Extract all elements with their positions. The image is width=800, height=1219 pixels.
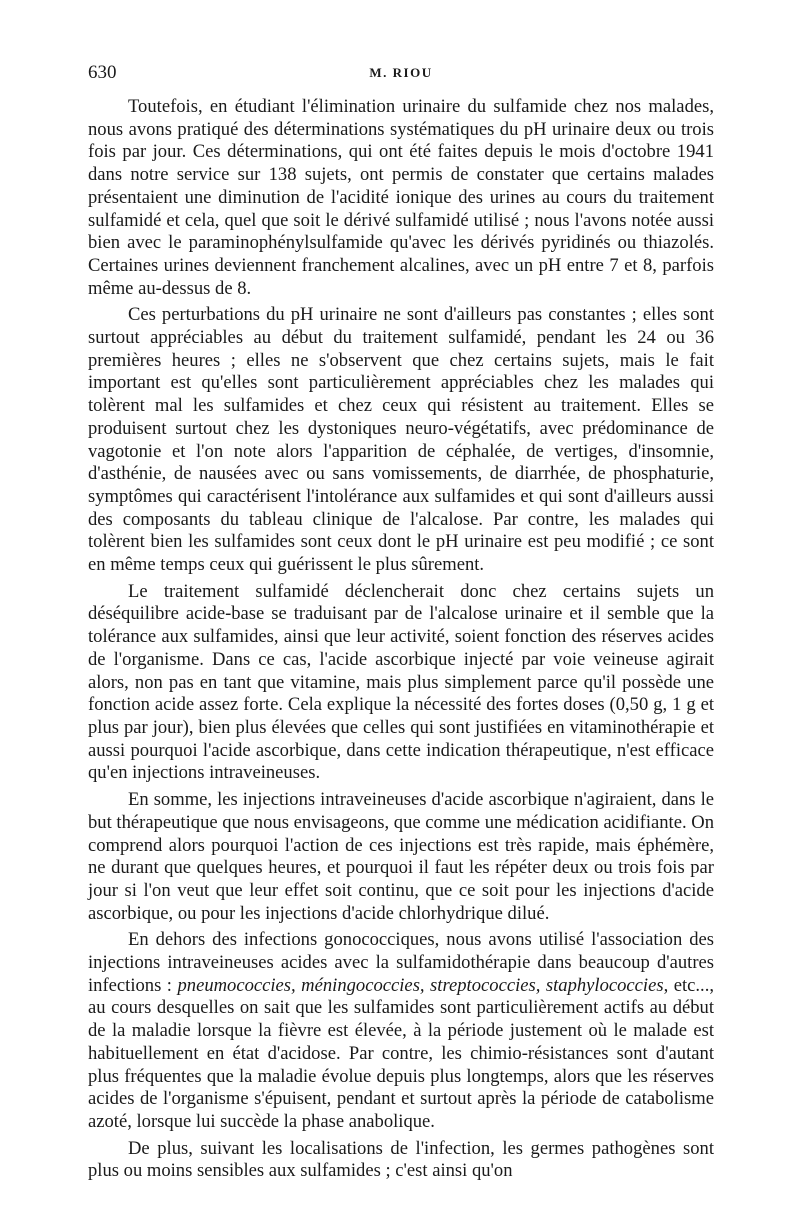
- paragraph-5: [88, 929, 714, 1133]
- paragraph-3: Le traitement sulfamidé déclencherait donc chez certains sujets un déséquilibre acide-base se traduisant par de l'alcalose urinaire et il semble que la tolérance aux sulfamides, ainsi que leur activité, soient fonction des réserves acides de l'organisme. Dans ce cas, l'acide ascorbique injecté par voie veineuse agirait alors, non pas en tant que vitamine, mais plus simplement parce qu'il possède une fonction acide assez forte. Cela explique la nécessité des fortes doses (0,50 g, 1 g et plus par jour), bien plus élevées que celles qui sont justifiées en vitaminothérapie et aussi pourquoi l'acide ascorbique, dans cette indication thérapeutique, n'est efficace qu'en injections intraveineuses.: [88, 580, 714, 784]
- paragraph-6: De plus, suivant les localisations de l'infection, les germes pathogènes sont plus ou moins sensibles aux sulfamides ; c'est ainsi qu'on: [88, 1137, 714, 1182]
- paragraph-5-italic-terms: pneumococcies, méningococcies, streptococcies, staphylococcies: [177, 974, 664, 996]
- paragraph-1: Toutefois, en étudiant l'élimination urinaire du sulfamide chez nos malades, nous avons pratiqué des déterminations systématiques du pH urinaire deux ou trois fois par jour. Ces déterminations, qui ont été faites depuis le mois d'octobre 1941 dans notre service sur 138 sujets, ont permis de constater que certains malades présentaient une diminution de l'acidité ionique des urines au cours du traitement sulfamidé et cela, quel que soit le dérivé sulfamidé utilisé ; nous l'avons notée aussi bien avec le paraminophénylsulfamide qu'avec les dérivés pyridinés ou thiazolés. Certaines urines deviennent franchement alcalines, avec un pH entre 7 et 8, parfois même au-dessus de 8.: [88, 96, 714, 299]
- running-title: M. RIOU: [369, 65, 433, 80]
- body-text: [88, 96, 714, 1187]
- page-header: [88, 62, 714, 86]
- paragraph-4: En somme, les injections intraveineuses d'acide ascorbique n'agiraient, dans le but thérapeutique que nous envisageons, que comme une médication acidifiante. On comprend alors pourquoi l'action de ces injections est très rapide, mais éphémère, ne durant que quelques heures, et pourquoi il faut les répéter deux ou trois fois par jour si l'on veut que leur effet soit continu, que ce soit pour les injections d'acide ascorbique, ou pour les injections d'acide chlorhydrique dilué.: [88, 789, 714, 924]
- paragraph-5-text-after: , etc..., au cours desquelles on sait que les sulfamides sont particulièrement actifs au début de la maladie lorsque la fièvre est élevée, à la période justement où le malade est habituellement en état d'acidose. Par contre, les chimio-résistances sont d'autant plus fréquentes que la maladie évolue depuis plus longtemps, alors que les réserves acides de l'organisme s'épuisent, pendant et surtout après la période de catabolisme azoté, lorsque lui succède la phase anabolique.: [88, 974, 714, 1132]
- page-number: 630: [88, 62, 117, 83]
- paragraph-2: Ces perturbations du pH urinaire ne sont d'ailleurs pas constantes ; elles sont surtout appréciables au début du traitement sulfamidé, pendant les 24 ou 36 premières heures ; elles ne s'observent que chez certains sujets, mais le fait important est qu'elles sont particulièrement appréciables chez les malades qui tolèrent mal les sulfamides et chez ceux qui résistent au traitement. Elles se produisent surtout chez les dystoniques neuro-végétatifs, avec prédominance de vagotonie et l'on note alors l'apparition de céphalée, de vertiges, d'insomnie, d'asthénie, de nausées avec ou sans vomissements, de diarrhée, de phosphaturie, symptômes qui caractérisent l'intolérance aux sulfamides et qui sont d'ailleurs aussi des composants du tableau clinique de l'alcalose. Par contre, les malades qui tolèrent bien les sulfamides sont ceux dont le pH urinaire est peu modifié ; ce sont en même temps ceux qui guérissent le plus sûrement.: [88, 304, 714, 576]
- paragraph-5-text-before: En dehors des infections gonococciques, nous avons utilisé l'association des injections intraveineuses acides avec la sulfamidothérapie dans beaucoup d'autres infections :: [88, 929, 714, 996]
